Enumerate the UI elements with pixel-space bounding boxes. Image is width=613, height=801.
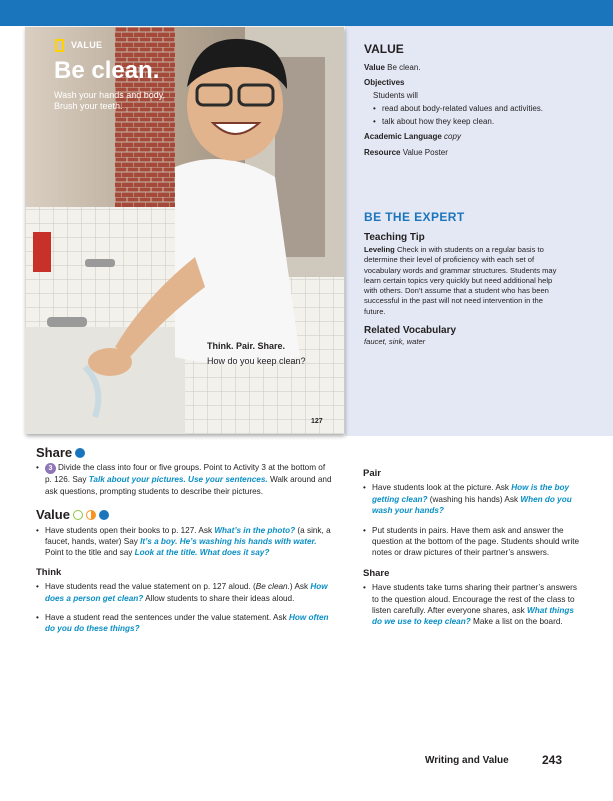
student-page-number: 127 [311, 418, 323, 425]
student-book-page-photo [25, 27, 344, 434]
value-tag: VALUE [71, 40, 103, 50]
value-subtitle: Wash your hands and body. Brush your teeth. [54, 90, 166, 111]
pair-bullet: • Have students look at the picture. Ask How is the boy getting clean? (washing his hands) Ask When do you wash your hands? [363, 482, 585, 516]
right-column [363, 468, 585, 628]
pair-bullet: • Put students in pairs. Have them ask and answer the question at the bottom of the page. Students should write notes or draw pictures of their partner’s answers. [363, 525, 585, 559]
activity-number-badge: 3 [45, 463, 56, 474]
think-bullet: • Have a student read the sentences under the value statement. Ask How often do you do these things? [36, 612, 332, 635]
be-the-expert-heading: BE THE EXPERT [364, 210, 465, 224]
related-vocabulary-heading: Related Vocabulary [364, 325, 457, 337]
yellow-border-icon [55, 39, 64, 52]
be-the-expert-section [364, 210, 604, 347]
footer-page-number: 243 [542, 753, 563, 767]
half-orange-circle-icon [86, 510, 96, 520]
academic-language-line: Academic Language copy [364, 132, 461, 141]
students-will: Students will [373, 91, 418, 100]
share-heading-right: Share [363, 567, 390, 579]
objectives-label: Objectives [364, 78, 405, 87]
share-heading: Share [36, 447, 332, 458]
value-section-heading: Value [36, 509, 332, 520]
value-heading: VALUE [364, 42, 404, 56]
share-bullet-right: • Have students take turns sharing their partner’s answers to the question aloud. Encourage the rest of the class to listen carefully. After everyone shares, ask What things do we use to keep clean? Make a list on the board. [363, 582, 585, 628]
value-notes [364, 42, 604, 158]
teaching-tip-text: Leveling Check in with students on a regular basis to determine their level of proficiency with each set of vocabulary words and grammar structures. Students may learn certain topics very quickly but need additional help with others. Don’t assume that a student who has been successful in the past will not need intervention in the future. [364, 245, 557, 316]
resource-line: Resource Value Poster [364, 148, 448, 157]
objective-item: • talk about how they keep clean. [373, 116, 604, 127]
top-color-bar [0, 0, 613, 26]
value-title: Be clean. [54, 57, 160, 84]
value-line: Value Be clean. [364, 63, 421, 72]
discussion-question: How do you keep clean? [207, 356, 306, 366]
value-bullet: • Have students open their books to p. 127. Ask What’s in the photo? (a sink, a faucet, hands, water) Say It’s a boy. He’s washing his hands with water. Point to the title and say Look at the title. What does it say? [36, 525, 332, 559]
pair-heading: Pair [363, 468, 381, 479]
boy-washing-hands-illustration [25, 27, 344, 434]
left-column [36, 447, 332, 635]
objective-item: • read about body-related values and activities. [373, 103, 604, 114]
footer-section-label: Writing and Value [425, 755, 509, 766]
related-vocabulary-list: faucet, sink, water [364, 337, 426, 347]
teaching-tip-heading: Teaching Tip [364, 232, 425, 243]
think-pair-share-box [207, 341, 323, 366]
blue-dot-icon [99, 510, 109, 520]
blue-dot-icon [75, 448, 85, 458]
share-bullet: • 3 Divide the class into four or five groups. Point to Activity 3 at the bottom of p. 126. Say Talk about your pictures. Use your sentences. Walk around and ask questions, prompting students to describe their pictures. [36, 462, 332, 497]
green-circle-icon [73, 510, 83, 520]
think-pair-share-title: Think. Pair. Share. [207, 341, 286, 351]
think-bullet: • Have students read the value statement on p. 127 aloud. (Be clean.) Ask How does a person get clean? Allow students to share their ideas aloud. [36, 581, 332, 604]
think-heading: Think [36, 566, 62, 578]
